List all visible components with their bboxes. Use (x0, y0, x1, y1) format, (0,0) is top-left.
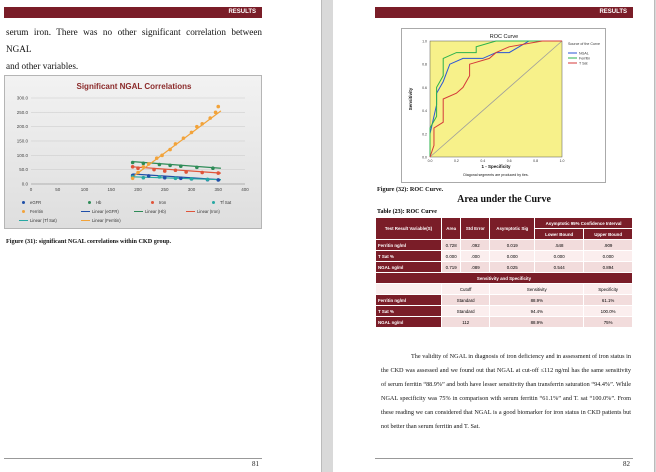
data-point (214, 111, 218, 115)
data-point (179, 176, 183, 180)
figure-31-caption: Figure (31): significant NGAL correlations within CKD group. (6, 238, 172, 245)
x-tick-label: 100 (80, 187, 89, 192)
legend-linear-hb: Linear (Hb) (134, 209, 166, 214)
legend-egfr: eGFR (19, 200, 41, 205)
data-point (195, 166, 199, 170)
table-row: NGAL ng/ml 112 88.9% 75% (376, 317, 633, 328)
y-tick-label: 50.0 (19, 167, 28, 173)
results-paragraph: The validity of NGAL in diagnosis of iron deficiency and in assessment of iron status in the CKD was assessed and we found out that NGAL at cut-off ≤112 ng/ml has the same sensitivity of serum ferritin “88.9%” and both have lesser sensitivity than transferrin saturation “94.4%”. While NGAL specificity was 75% in comparison with serum ferritin “61.1%” and T. sat “100.0%”. From these reading we can considered that NGAL is a good biomarker for iron status in CKD patients but not better than serum ferritin and T. Sat. (381, 353, 631, 430)
x-tick-label: 0.4 (480, 159, 486, 163)
x-axis-label: 1 - Specificity (481, 164, 511, 169)
data-point (216, 171, 220, 175)
data-point (174, 142, 178, 146)
x-tick-label: 150 (107, 187, 116, 192)
legend-linear-egfr: Linear (eGFR) (81, 209, 119, 214)
data-point (152, 168, 156, 172)
data-point (174, 176, 178, 180)
data-point (168, 148, 172, 152)
roc-title: ROC Curve (489, 34, 519, 40)
legend-linear-iron: Linear (Iron) (186, 209, 220, 214)
data-point (174, 168, 178, 172)
data-point (216, 105, 220, 109)
y-tick-label: 300.0 (16, 95, 28, 101)
legend-iron: Iron (148, 200, 166, 205)
x-tick-label: 1.0 (559, 159, 565, 163)
legend-label: Ferritin (579, 56, 591, 61)
roc-chart (401, 28, 606, 183)
table-section-row: Sensitivity and Specificity (376, 273, 633, 284)
table-row: Ferritin ng/ml Standard 88.9% 61.1% (376, 295, 633, 306)
data-point (131, 161, 135, 165)
data-point (136, 171, 140, 175)
x-tick-label: 0.6 (506, 159, 512, 163)
data-point (136, 166, 140, 170)
data-point (211, 166, 215, 170)
text-line-1: serum iron. There was no other significant correlation between NGAL (6, 27, 262, 54)
data-point (182, 136, 186, 140)
data-point (168, 164, 172, 168)
y-tick-label: 200.0 (16, 124, 28, 130)
data-point (208, 116, 212, 120)
data-point (200, 122, 204, 126)
page-number: 81 (252, 460, 259, 468)
data-point (147, 174, 151, 178)
page-number: 82 (623, 460, 630, 468)
legend-label: NGAL (579, 51, 589, 56)
th-ci: Asymptotic 95% Confidence Interval (535, 218, 633, 229)
x-tick-label: 200 (134, 187, 142, 192)
table-row: NGAL ng/ml 0.719 .089 0.025 0.544 0.894 (376, 262, 633, 273)
roc-table (375, 217, 633, 328)
data-point (163, 169, 167, 173)
legend-linear-tfsat: Linear (Tf Sat) (19, 218, 57, 223)
body-text (6, 24, 262, 75)
ngal-correlation-chart (4, 75, 262, 229)
y-axis-label: Sensitivity (408, 87, 413, 111)
page-82 (333, 0, 655, 472)
scatter-legend (5, 198, 263, 228)
data-point (216, 178, 220, 182)
data-point (155, 156, 159, 160)
legend-label: T Sat (579, 61, 588, 66)
y-tick-label: 100.0 (16, 152, 28, 158)
section-title: Area under the Curve (457, 194, 551, 205)
y-tick-label: 0.2 (422, 132, 427, 137)
x-tick-label: 400 (241, 187, 249, 192)
data-point (190, 177, 194, 181)
table-23-caption: Table (23): ROC Curve (377, 209, 437, 215)
legend-linear-ferritin: Linear (Ferritin) (81, 218, 121, 223)
x-tick-label: 0.2 (453, 159, 459, 163)
y-tick-label: 0.8 (422, 62, 427, 67)
data-point (158, 175, 162, 179)
y-tick-label: 250.0 (16, 109, 28, 115)
y-tick-label: 0.6 (422, 85, 427, 90)
x-tick-label: 50 (55, 187, 61, 192)
y-tick-label: 150.0 (16, 138, 28, 144)
roc-footnote: Diagonal segments are produced by ties. (463, 173, 529, 177)
data-point (142, 165, 146, 169)
th-variable: Test Result Variable(S) (376, 218, 442, 240)
data-point (131, 165, 135, 169)
x-tick-label: 0.8 (533, 159, 539, 163)
legend-tfsat: Tf Sat (209, 200, 231, 205)
x-tick-label: 250 (160, 187, 169, 192)
chart-title: Significant NGAL Correlations (76, 82, 192, 91)
th-asym-sig: Asymptotic Sig (490, 218, 535, 240)
figure-32-caption: Figure (32): ROC Curve. (377, 186, 444, 193)
table-row: T Sat % Standard 94.4% 100.0% (376, 306, 633, 317)
roc-plot (402, 29, 607, 184)
data-point (131, 176, 135, 180)
legend-ferritin: Ferritin (19, 209, 43, 214)
data-point (179, 164, 183, 168)
results-header: RESULTS (4, 7, 262, 18)
results-header: RESULTS (375, 7, 633, 18)
data-point (195, 125, 199, 129)
th-upper: Upper Bound (584, 229, 633, 240)
th-std-error: Std Error (461, 218, 490, 240)
data-point (147, 162, 151, 166)
page-81 (0, 0, 322, 472)
table-subheader-row: Cutoff Sensitivity Specificity (376, 284, 633, 295)
th-area: Area (442, 218, 461, 240)
legend-title: Source of the Curve (568, 42, 600, 46)
data-point (160, 154, 164, 158)
table-row: T Sat % 0.000 .000 0.000 0.000 0.000 (376, 251, 633, 262)
table-row: Ferritin ng/ml 0.728 .092 0.019 .548 .909 (376, 240, 633, 251)
x-tick-label: 0.0 (427, 159, 433, 163)
y-tick-label: 0.4 (422, 109, 427, 114)
data-point (200, 171, 204, 175)
data-point (142, 162, 146, 166)
x-tick-label: 300 (187, 187, 196, 192)
data-point (142, 176, 146, 180)
data-point (206, 178, 210, 182)
data-point (184, 170, 188, 174)
x-tick-label: 350 (214, 187, 223, 192)
text-line-2: and other variables. (6, 61, 79, 71)
y-tick-label: 0.0 (422, 155, 427, 160)
data-point (163, 176, 167, 180)
data-point (190, 131, 194, 135)
th-lower: Lower Bound (535, 229, 584, 240)
y-tick-label: 1.0 (422, 39, 427, 44)
data-point (158, 163, 162, 167)
footer-rule (4, 458, 262, 459)
legend-hb: Hb (85, 200, 101, 205)
x-tick-label: 0 (29, 187, 33, 192)
footer-rule (375, 458, 633, 459)
y-tick-label: 0.0 (21, 181, 28, 187)
